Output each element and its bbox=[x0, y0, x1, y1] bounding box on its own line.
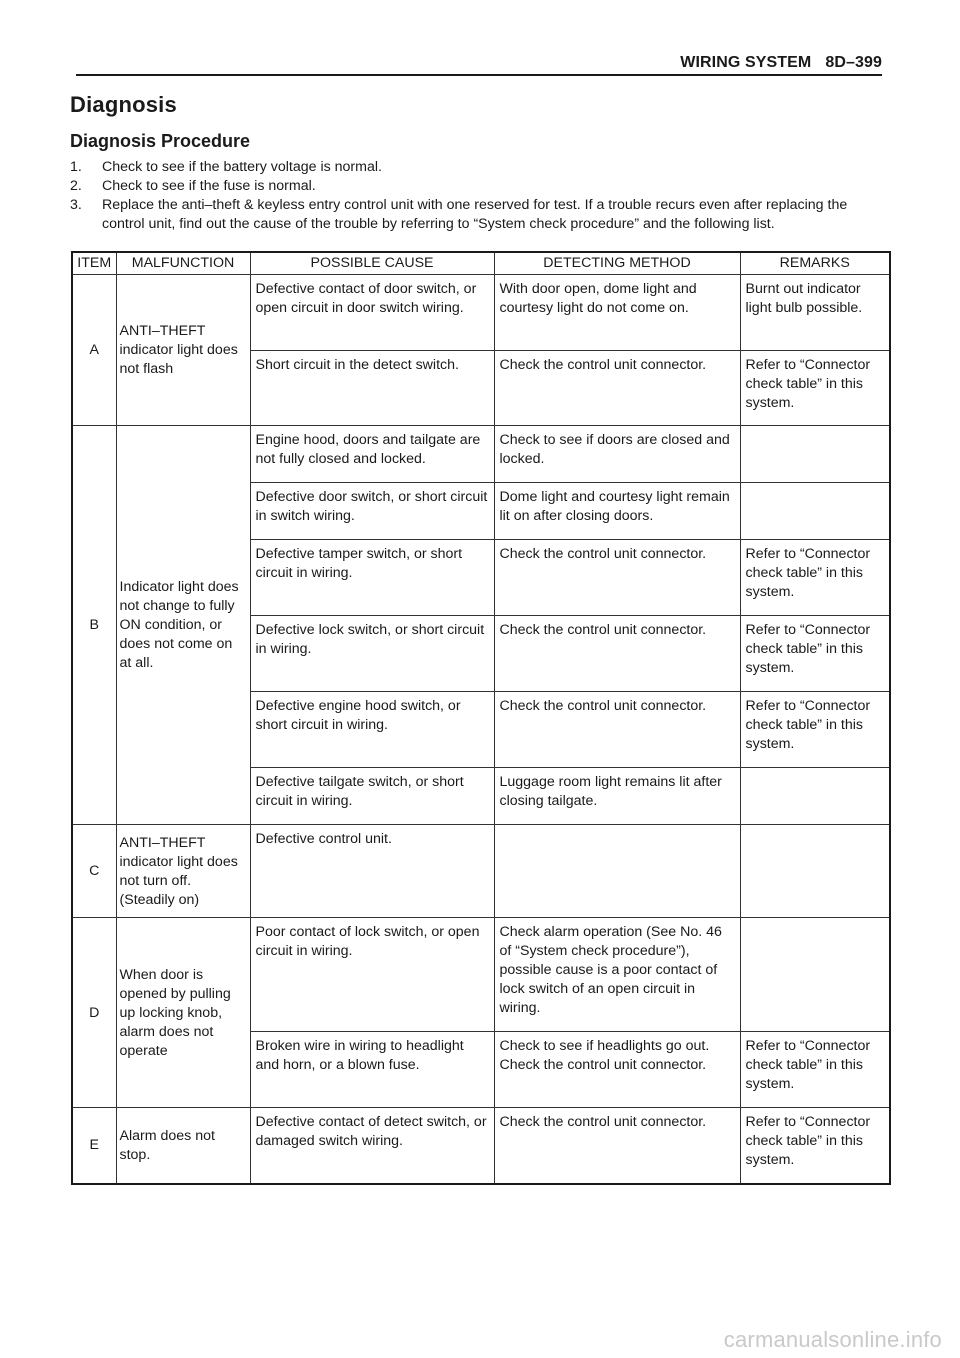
remarks-cell bbox=[740, 918, 890, 1032]
malfunction-cell: ANTI–THEFT indicator light does not flash bbox=[116, 275, 250, 426]
method-cell: Check the control unit connector. bbox=[494, 616, 740, 692]
cause-cell: Poor contact of lock switch, or open circuit in wiring. bbox=[250, 918, 494, 1032]
remarks-cell: Refer to “Connector check table” in this system. bbox=[740, 540, 890, 616]
table-row bbox=[72, 426, 890, 483]
procedure-step bbox=[70, 158, 892, 177]
method-cell: Check the control unit connector. bbox=[494, 540, 740, 616]
remarks-cell: Refer to “Connector check table” in this system. bbox=[740, 351, 890, 426]
remarks-cell bbox=[740, 768, 890, 825]
table-row bbox=[72, 825, 890, 918]
watermark: carmanualsonline.info bbox=[723, 1327, 942, 1352]
table-header-row bbox=[72, 252, 890, 275]
step-number: 1. bbox=[70, 159, 82, 175]
item-cell: C bbox=[72, 825, 116, 918]
method-cell: Check the control unit connector. bbox=[494, 351, 740, 426]
method-cell bbox=[494, 825, 740, 918]
step-number: 2. bbox=[70, 178, 82, 194]
cause-cell: Defective engine hood switch, or short circuit in wiring. bbox=[250, 692, 494, 768]
item-cell: B bbox=[72, 426, 116, 825]
method-cell: Check alarm operation (See No. 46 of “System check procedure”), possible cause is a poor contact of lock switch of an open circuit in wiring. bbox=[494, 918, 740, 1032]
item-cell: A bbox=[72, 275, 116, 426]
column-header-remarks: REMARKS bbox=[740, 252, 890, 275]
malfunction-cell: ANTI–THEFT indicator light does not turn off. (Steadily on) bbox=[116, 825, 250, 918]
method-cell: With door open, dome light and courtesy light do not come on. bbox=[494, 275, 740, 351]
page-number: 8D–399 bbox=[825, 54, 882, 71]
cause-cell: Defective contact of detect switch, or damaged switch wiring. bbox=[250, 1108, 494, 1184]
cause-cell: Defective tamper switch, or short circuit in wiring. bbox=[250, 540, 494, 616]
remarks-cell: Refer to “Connector check table” in this system. bbox=[740, 1032, 890, 1108]
remarks-cell: Refer to “Connector check table” in this system. bbox=[740, 616, 890, 692]
table-row bbox=[72, 275, 890, 351]
malfunction-cell: Indicator light does not change to fully ON condition, or does not come on at all. bbox=[116, 426, 250, 825]
running-header bbox=[76, 54, 882, 74]
remarks-cell bbox=[740, 426, 890, 483]
remarks-cell bbox=[740, 483, 890, 540]
page-title: Diagnosis bbox=[70, 92, 177, 117]
method-cell: Check to see if headlights go out. Check the control unit connector. bbox=[494, 1032, 740, 1108]
method-cell: Luggage room light remains lit after closing tailgate. bbox=[494, 768, 740, 825]
header-rule bbox=[76, 74, 882, 76]
table-row bbox=[72, 1108, 890, 1184]
column-header-malfunction: MALFUNCTION bbox=[116, 252, 250, 275]
procedure-steps bbox=[70, 158, 892, 234]
method-cell: Dome light and courtesy light remain lit on after closing doors. bbox=[494, 483, 740, 540]
cause-cell: Defective tailgate switch, or short circuit in wiring. bbox=[250, 768, 494, 825]
cause-cell: Defective contact of door switch, or open circuit in door switch wiring. bbox=[250, 275, 494, 351]
method-cell: Check the control unit connector. bbox=[494, 692, 740, 768]
remarks-cell: Burnt out indicator light bulb possible. bbox=[740, 275, 890, 351]
remarks-cell: Refer to “Connector check table” in this system. bbox=[740, 692, 890, 768]
diagnosis-table bbox=[71, 251, 891, 1185]
step-text: Check to see if the battery voltage is normal. bbox=[102, 159, 382, 175]
section-subtitle: Diagnosis Procedure bbox=[70, 131, 251, 151]
cause-cell: Broken wire in wiring to headlight and horn, or a blown fuse. bbox=[250, 1032, 494, 1108]
step-number: 3. bbox=[70, 197, 82, 213]
procedure-step bbox=[70, 196, 892, 234]
section-title: WIRING SYSTEM bbox=[680, 54, 812, 71]
table-row bbox=[72, 918, 890, 1032]
step-text: Replace the anti–theft & keyless entry control unit with one reserved for test. If a trouble recurs even after replacing the control unit, find out the cause of the trouble by referring to “System check procedure” and the following list. bbox=[102, 197, 848, 232]
column-header-item: ITEM bbox=[72, 252, 116, 275]
method-cell: Check to see if doors are closed and locked. bbox=[494, 426, 740, 483]
remarks-cell bbox=[740, 825, 890, 918]
cause-cell: Defective lock switch, or short circuit in wiring. bbox=[250, 616, 494, 692]
step-text: Check to see if the fuse is normal. bbox=[102, 178, 316, 194]
column-header-possible-cause: POSSIBLE CAUSE bbox=[250, 252, 494, 275]
cause-cell: Defective door switch, or short circuit in switch wiring. bbox=[250, 483, 494, 540]
cause-cell: Defective control unit. bbox=[250, 825, 494, 918]
column-header-detecting-method: DETECTING METHOD bbox=[494, 252, 740, 275]
item-cell: D bbox=[72, 918, 116, 1108]
cause-cell: Short circuit in the detect switch. bbox=[250, 351, 494, 426]
malfunction-cell: Alarm does not stop. bbox=[116, 1108, 250, 1184]
malfunction-cell: When door is opened by pulling up locking knob, alarm does not operate bbox=[116, 918, 250, 1108]
remarks-cell: Refer to “Connector check table” in this system. bbox=[740, 1108, 890, 1184]
item-cell: E bbox=[72, 1108, 116, 1184]
procedure-step bbox=[70, 177, 892, 196]
method-cell: Check the control unit connector. bbox=[494, 1108, 740, 1184]
cause-cell: Engine hood, doors and tailgate are not fully closed and locked. bbox=[250, 426, 494, 483]
